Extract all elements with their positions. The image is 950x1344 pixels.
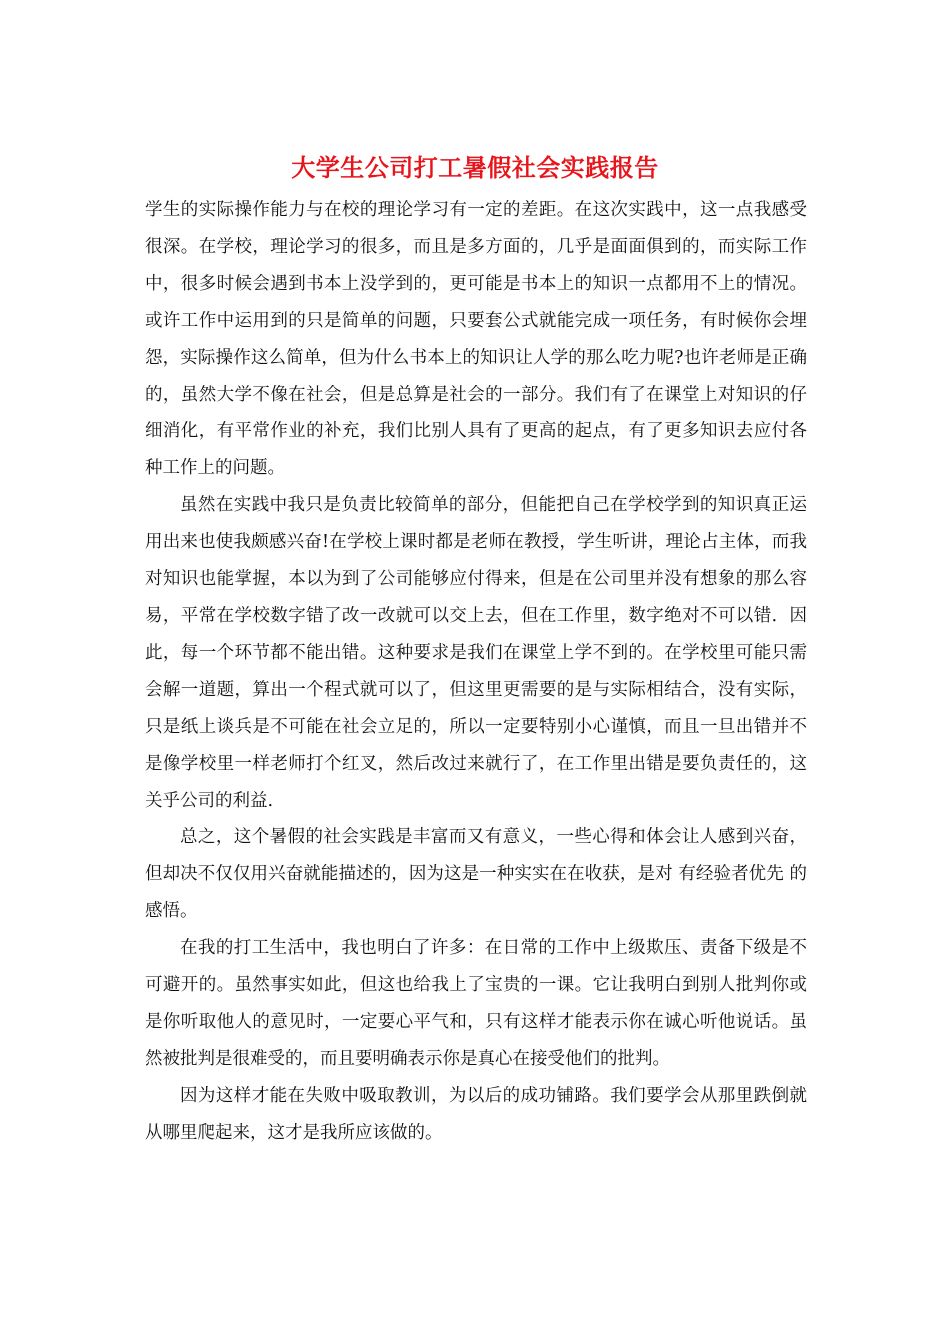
- document-body: [145, 192, 807, 1152]
- paragraph-1: 学生的实际操作能力与在校的理论学习有一定的差距。在这次实践中，这一点我感受很深。在学校，理论学习的很多，而且是多方面的，几乎是面面俱到的，而实际工作中，很多时候会遇到书本上没学到的，更可能是书本上的知识一点都用不上的情况。或许工作中运用到的只是简单的问题，只要套公式就能完成一项任务，有时候你会埋怨，实际操作这么简单，但为什么书本上的知识让人学的那么吃力呢?也许老师是正确的，虽然大学不像在社会，但是总算是社会的一部分。我们有了在课堂上对知识的仔细消化，有平常作业的补充，我们比别人具有了更高的起点，有了更多知识去应付各种工作上的问题。: [145, 200, 807, 479]
- document-title: 大学生公司打工暑假社会实践报告: [291, 153, 659, 182]
- paragraph-4: 在我的打工生活中，我也明白了许多：在日常的工作中上级欺压、责备下级是不可避开的。虽然事实如此，但这也给我上了宝贵的一课。它让我明白到别人批判你或是你听取他人的意见时，一定要心平气和，只有这样才能表示你在诚心听他说话。虽然被批判是很难受的，而且要明确表示你是真心在接受他们的批判。: [145, 938, 807, 1069]
- paragraph-5: 因为这样才能在失败中吸取教训，为以后的成功铺路。我们要学会从那里跌倒就从哪里爬起来，这才是我所应该做的。: [145, 1085, 807, 1143]
- paragraph-2: 虽然在实践中我只是负责比较简单的部分，但能把自己在学校学到的知识真正运用出来也使我颇感兴奋!在学校上课时都是老师在教授，学生听讲，理论占主体，而我对知识也能掌握，本以为到了公司能够应付得来，但是在公司里并没有想象的那么容易，平常在学校数字错了改一改就可以交上去，但在工作里，数字绝对不可以错．因此，每一个环节都不能出错。这种要求是我们在课堂上学不到的。在学校里可能只需会解一道题，算出一个程式就可以了，但这里更需要的是与实际相结合，没有实际，只是纸上谈兵是不可能在社会立足的，所以一定要特别小心谨慎，而且一旦出错并不是像学校里一样老师打个红叉，然后改过来就行了，在工作里出错是要负责任的，这关乎公司的利益.: [145, 495, 807, 811]
- paragraph-3: 总之，这个暑假的社会实践是丰富而又有意义，一些心得和体会让人感到兴奋，但却决不仅仅用兴奋就能描述的，因为这是一种实实在在收获，是对 有经验者优先 的感悟。: [145, 827, 807, 922]
